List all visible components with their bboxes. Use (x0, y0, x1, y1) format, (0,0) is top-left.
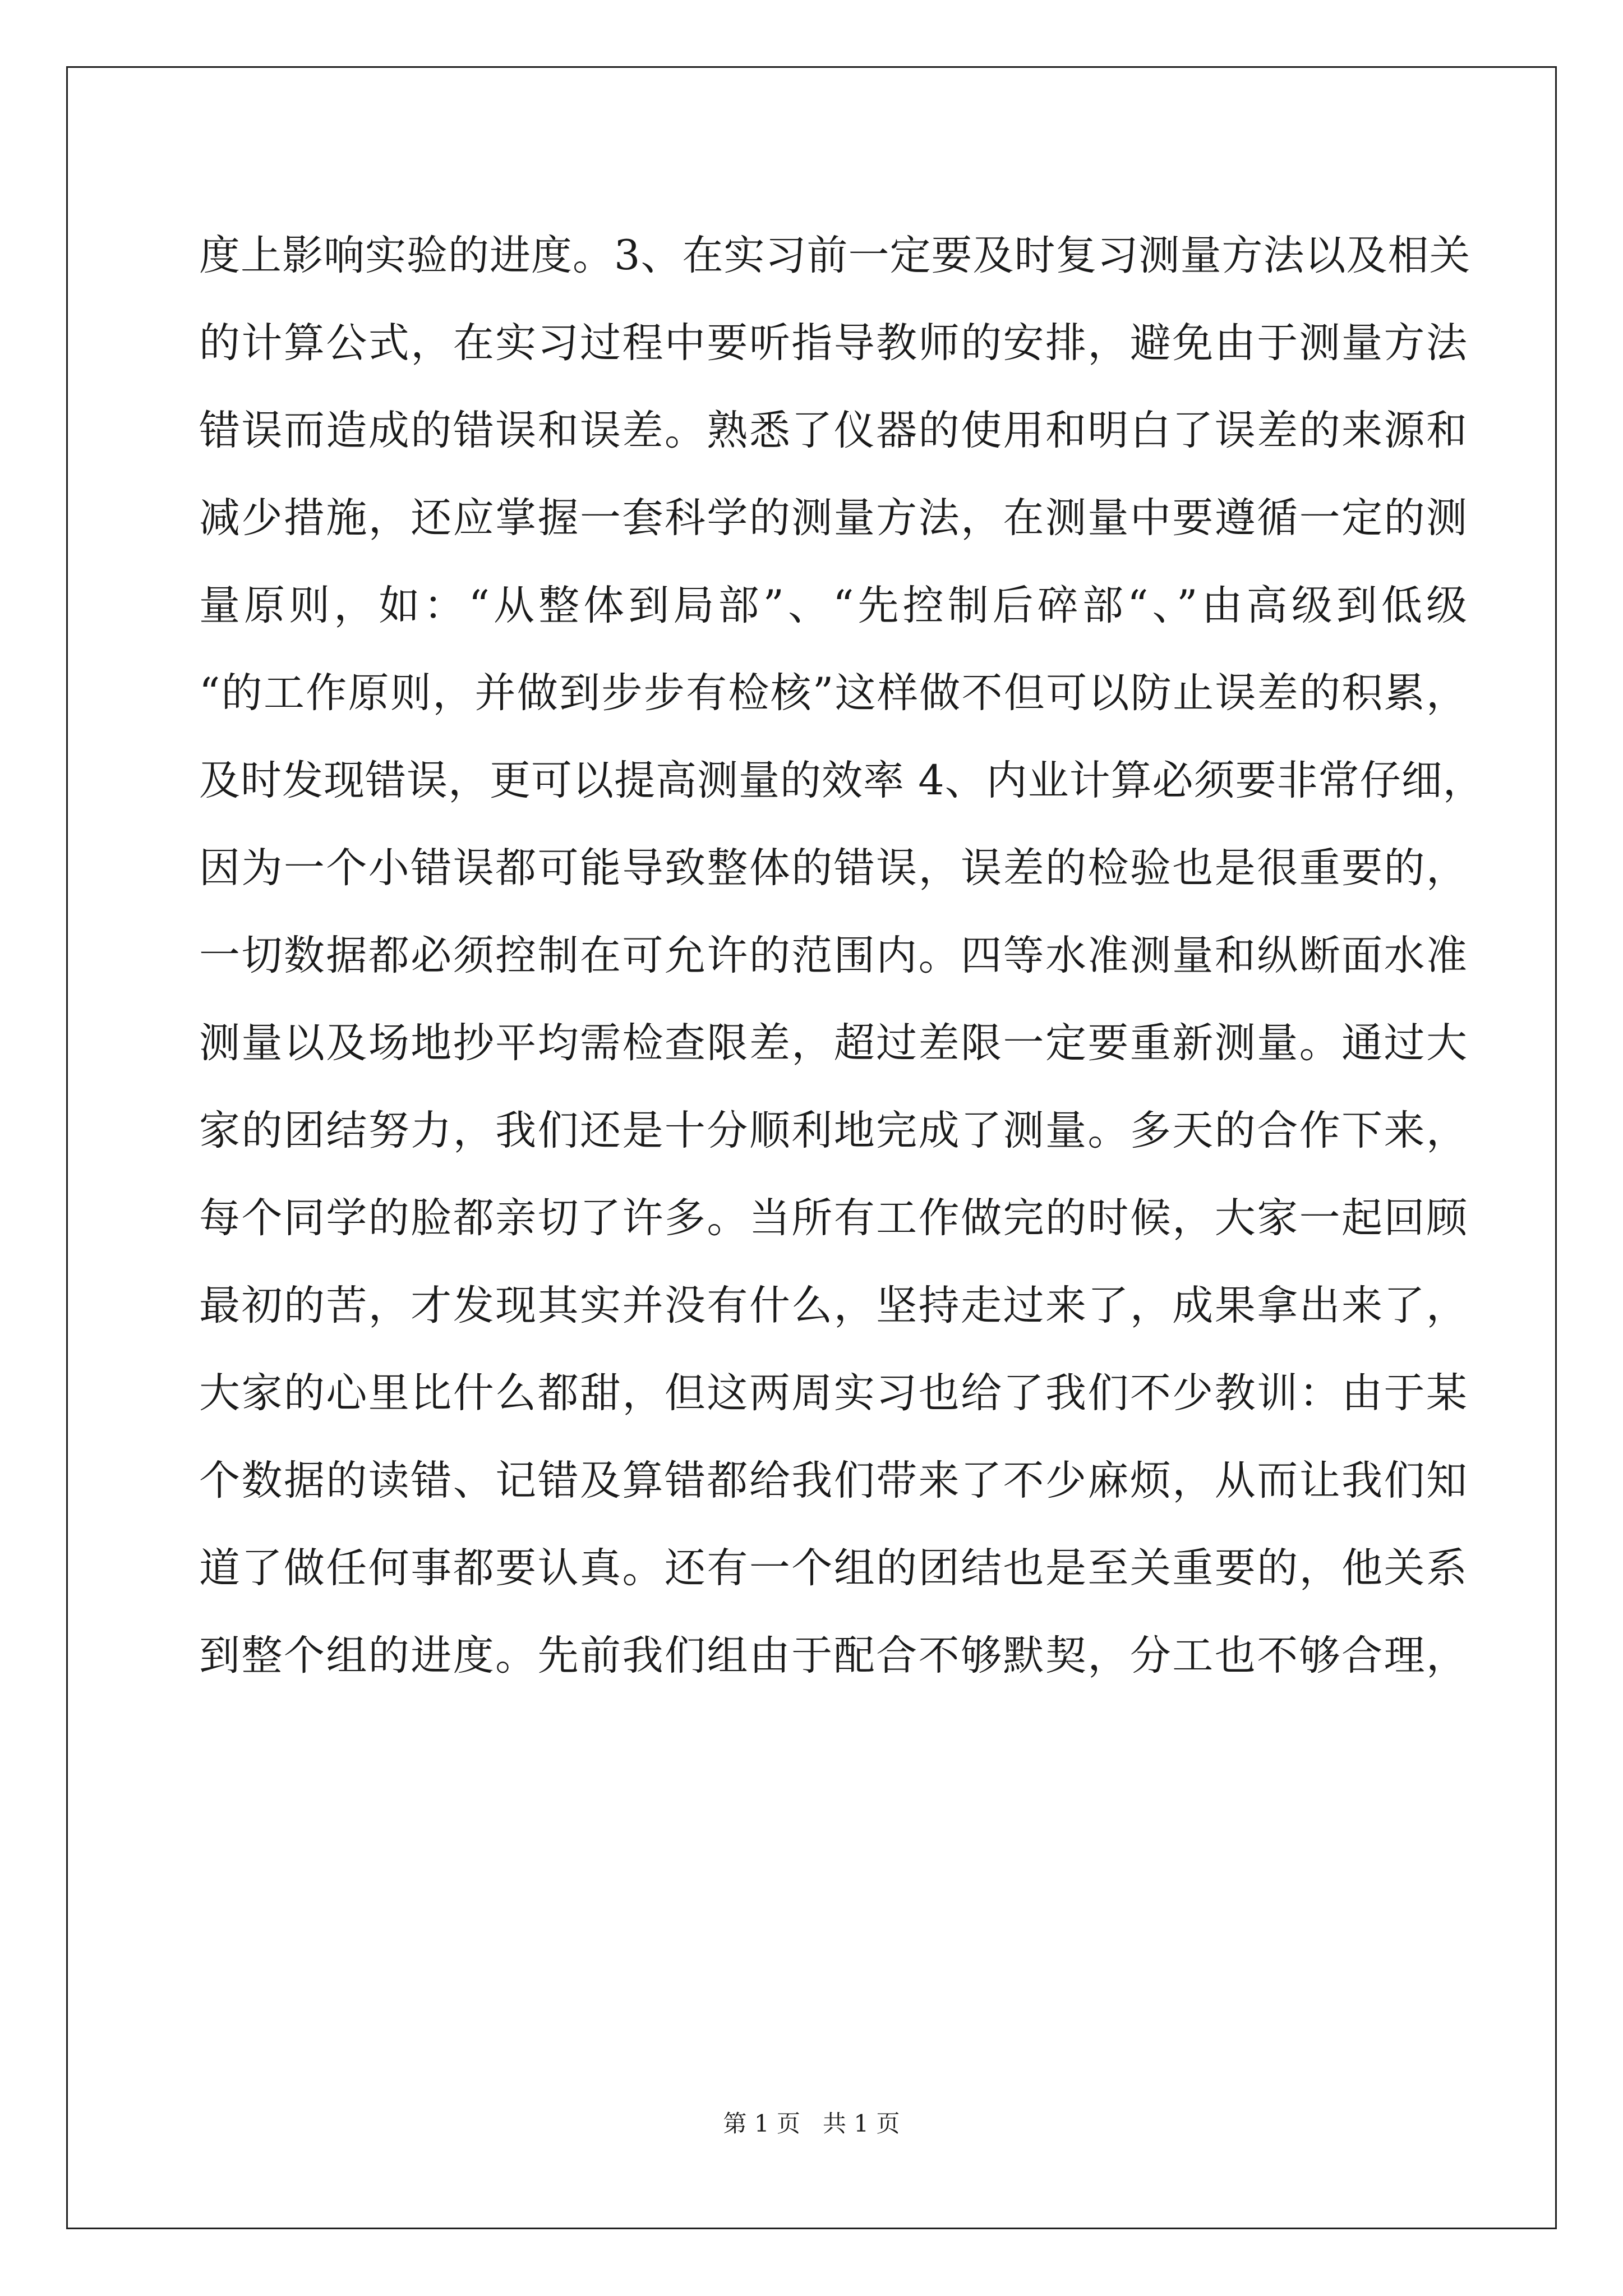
page-footer (0, 2108, 1623, 2139)
text-line: 的计算公式，在实习过程中要听指导教师的安排，避免由于测量方法 (199, 319, 1468, 367)
text-line: 最初的苦，才发现其实并没有什么，坚持走过来了，成果拿出来了， (199, 1282, 1468, 1329)
text-line: 大家的心里比什么都甜，但这两周实习也给了我们不少教训：由于某 (199, 1369, 1468, 1417)
text-line: 错误而造成的错误和误差。熟悉了仪器的使用和明白了误差的来源和 (199, 407, 1468, 454)
document-body (199, 212, 1484, 1700)
text-line: 及时发现错误，更可以提高测量的效率 4、内业计算必须要非常仔细， (199, 757, 1484, 804)
text-line: 一切数据都必须控制在可允许的范围内。四等水准测量和纵断面水准 (199, 932, 1468, 979)
text-line: 道了做任何事都要认真。还有一个组的团结也是至关重要的，他关系 (199, 1544, 1468, 1592)
text-line: 个数据的读错、记错及算错都给我们带来了不少麻烦，从而让我们知 (199, 1457, 1468, 1504)
text-line: 测量以及场地抄平均需检查限差，超过差限一定要重新测量。通过大 (199, 1019, 1468, 1067)
text-line: 量原则，如：“从整体到局部”、“先控制后碎部“、”由高级到低级 (199, 582, 1468, 629)
text-line: 减少措施，还应掌握一套科学的测量方法，在测量中要遵循一定的测 (199, 494, 1468, 542)
text-line: 每个同学的脸都亲切了许多。当所有工作做完的时候，大家一起回顾 (199, 1194, 1468, 1242)
text-line: 度上影响实验的进度。3、在实习前一定要及时复习测量方法以及相关 (199, 232, 1471, 279)
text-line: “的工作原则，并做到步步有检核”这样做不但可以防止误差的积累， (199, 669, 1468, 717)
text-line: 家的团结努力，我们还是十分顺利地完成了测量。多天的合作下来， (199, 1107, 1468, 1154)
text-line: 因为一个小错误都可能导致整体的错误，误差的检验也是很重要的， (199, 844, 1468, 892)
page-number-label: 第 1 页 共 1 页 (723, 2110, 900, 2137)
text-line: 到整个组的进度。先前我们组由于配合不够默契，分工也不够合理， (199, 1632, 1468, 1680)
